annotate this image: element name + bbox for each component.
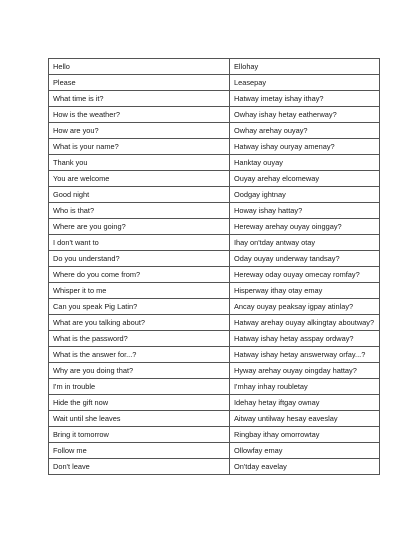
table-row [49, 283, 380, 299]
table-row [49, 267, 380, 283]
english-phrase-cell: Do you understand? [49, 251, 230, 267]
english-phrase-cell: Thank you [49, 155, 230, 171]
pig-latin-phrase-cell: Owhay arehay ouyay? [230, 123, 380, 139]
english-phrase-cell: Wait until she leaves [49, 411, 230, 427]
pig-latin-phrase-cell: Hereway oday ouyay omecay romfay? [230, 267, 380, 283]
pig-latin-phrase-cell: Ringbay ithay omorrowtay [230, 427, 380, 443]
pig-latin-phrase-cell: Hatway ishay hetay asspay ordway? [230, 331, 380, 347]
table-row [49, 187, 380, 203]
pig-latin-phrase-cell: Hereway arehay ouyay oinggay? [230, 219, 380, 235]
english-phrase-cell: Who is that? [49, 203, 230, 219]
table-row [49, 123, 380, 139]
english-phrase-cell: I'm in trouble [49, 379, 230, 395]
english-phrase-cell: Hide the gift now [49, 395, 230, 411]
pig-latin-phrase-cell: Oday ouyay underway tandsay? [230, 251, 380, 267]
english-phrase-cell: What time is it? [49, 91, 230, 107]
table-row [49, 331, 380, 347]
table-row [49, 59, 380, 75]
pig-latin-phrase-cell: Hisperway ithay otay emay [230, 283, 380, 299]
table-row [49, 427, 380, 443]
table-row [49, 219, 380, 235]
pig-latin-phrase-cell: Ellohay [230, 59, 380, 75]
english-phrase-cell: Good night [49, 187, 230, 203]
pig-latin-phrase-cell: Ouyay arehay elcomeway [230, 171, 380, 187]
pig-latin-phrase-cell: Ollowfay emay [230, 443, 380, 459]
pig-latin-phrase-cell: Ancay ouyay peaksay igpay atinlay? [230, 299, 380, 315]
pig-latin-phrase-cell: Howay ishay hattay? [230, 203, 380, 219]
english-phrase-cell: Whisper it to me [49, 283, 230, 299]
pig-latin-phrase-cell: Hyway arehay ouyay oingday hattay? [230, 363, 380, 379]
english-phrase-cell: Don't leave [49, 459, 230, 475]
table-row [49, 379, 380, 395]
table-row [49, 91, 380, 107]
phrase-table [48, 58, 380, 475]
table-row [49, 75, 380, 91]
pig-latin-phrase-cell: Hanktay ouyay [230, 155, 380, 171]
pig-latin-phrase-cell: Ihay on'tday antway otay [230, 235, 380, 251]
english-phrase-cell: What is your name? [49, 139, 230, 155]
english-phrase-cell: How are you? [49, 123, 230, 139]
pig-latin-phrase-cell: Hatway arehay ouyay alkingtay aboutway? [230, 315, 380, 331]
table-row [49, 139, 380, 155]
table-row [49, 363, 380, 379]
table-row [49, 459, 380, 475]
pig-latin-phrase-cell: Idehay hetay iftgay ownay [230, 395, 380, 411]
english-phrase-cell: What are you talking about? [49, 315, 230, 331]
table-row [49, 411, 380, 427]
table-row [49, 395, 380, 411]
english-phrase-cell: How is the weather? [49, 107, 230, 123]
english-phrase-cell: I don't want to [49, 235, 230, 251]
english-phrase-cell: What is the answer for...? [49, 347, 230, 363]
phrase-table-body [49, 59, 380, 475]
pig-latin-phrase-cell: Owhay ishay hetay eatherway? [230, 107, 380, 123]
english-phrase-cell: Why are you doing that? [49, 363, 230, 379]
pig-latin-phrase-cell: Hatway imetay ishay ithay? [230, 91, 380, 107]
pig-latin-phrase-cell: Hatway ishay hetay answerway orfay...? [230, 347, 380, 363]
table-row [49, 299, 380, 315]
table-row [49, 315, 380, 331]
english-phrase-cell: Bring it tomorrow [49, 427, 230, 443]
english-phrase-cell: Hello [49, 59, 230, 75]
pig-latin-phrase-cell: On'tday eavelay [230, 459, 380, 475]
english-phrase-cell: Where do you come from? [49, 267, 230, 283]
table-row [49, 171, 380, 187]
pig-latin-phrase-cell: Aitway untilway hesay eaveslay [230, 411, 380, 427]
english-phrase-cell: Please [49, 75, 230, 91]
table-row [49, 251, 380, 267]
table-row [49, 347, 380, 363]
english-phrase-cell: Follow me [49, 443, 230, 459]
table-row [49, 443, 380, 459]
table-row [49, 155, 380, 171]
table-row [49, 107, 380, 123]
english-phrase-cell: What is the password? [49, 331, 230, 347]
pig-latin-phrase-cell: Leasepay [230, 75, 380, 91]
pig-latin-phrase-cell: Oodgay ightnay [230, 187, 380, 203]
table-row [49, 203, 380, 219]
table-row [49, 235, 380, 251]
english-phrase-cell: Can you speak Pig Latin? [49, 299, 230, 315]
english-phrase-cell: Where are you going? [49, 219, 230, 235]
english-phrase-cell: You are welcome [49, 171, 230, 187]
pig-latin-phrase-cell: Hatway ishay ouryay amenay? [230, 139, 380, 155]
pig-latin-phrase-cell: I'mhay inhay roubletay [230, 379, 380, 395]
